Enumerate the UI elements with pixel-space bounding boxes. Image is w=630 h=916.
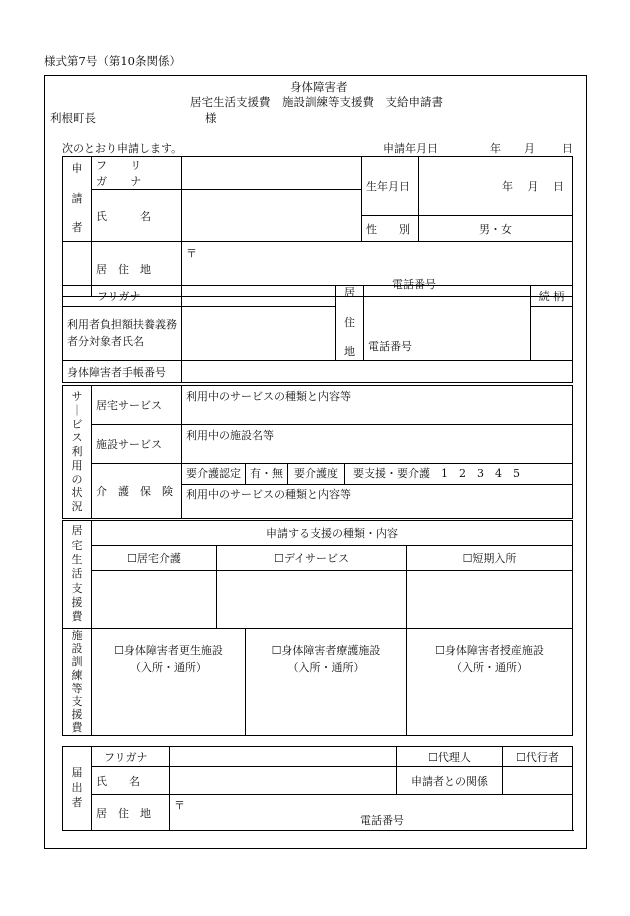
day-service-field[interactable] (217, 571, 407, 629)
facility-service-note: 利用中の施設名等 (186, 429, 274, 442)
application-date-year: 年 (490, 142, 501, 155)
care-insurance-label: 介 護 保 険 (92, 464, 182, 519)
rehab-facility-label: ☐身体障害者更生施設 (114, 644, 223, 657)
home-service-field[interactable] (182, 386, 573, 425)
proxy-checkbox[interactable]: ☐代行者 (503, 747, 573, 767)
sex-label: 性 別 (362, 216, 419, 242)
workshop-facility-option[interactable] (407, 629, 573, 736)
submitter-relation-field[interactable] (503, 767, 573, 795)
nursing-facility-sub: （入所・通所） (287, 660, 365, 674)
submitter-name-field[interactable] (170, 767, 397, 795)
agent-checkbox[interactable]: ☐代理人 (397, 747, 503, 767)
dependent-address-field[interactable] (364, 286, 531, 361)
title-line1: 身体障害者 (290, 80, 348, 94)
relation-label: 続 柄 (531, 286, 573, 307)
dependent-furigana-label: フリガナ (63, 286, 182, 307)
applicant-section-label: 申 請 者 (63, 157, 92, 242)
care-level-options[interactable]: 要支援・要介護 1 2 3 4 5 (353, 467, 520, 480)
nursing-facility-option[interactable] (246, 629, 407, 736)
support-type-header: 申請する支援の種類・内容 (92, 521, 573, 546)
addressee-honorific: 様 (205, 111, 217, 125)
dependent-address-label: 居 住 地 (336, 286, 364, 361)
facility-service-field[interactable] (182, 425, 573, 464)
birth-month: 月 (527, 180, 539, 193)
rehab-facility-sub: （入所・通所） (130, 660, 207, 674)
application-date-day: 日 (562, 142, 573, 155)
intro-text: 次のとおり申請します。 (62, 142, 183, 155)
day-service-option[interactable]: ☐デイサービス (217, 546, 407, 571)
applicant-phone-label: 電話番号 (392, 278, 436, 291)
submitter-phone-label: 電話番号 (360, 814, 404, 827)
care-service-field[interactable] (182, 485, 573, 519)
workshop-facility-sub: （入所・通所） (451, 660, 528, 674)
relation-field[interactable] (531, 306, 573, 360)
applicant-name-field[interactable] (182, 190, 362, 242)
care-service-note: 利用中のサービスの種類と内容等 (186, 488, 351, 501)
dependent-table (62, 285, 573, 383)
handbook-label: 身体障害者手帳番号 (63, 361, 182, 383)
care-cert-row (182, 464, 573, 485)
dependent-name-label: 利用者負担額扶養義務者分対象者氏名 (63, 306, 182, 360)
submitter-relation-label: 申請者との関係 (397, 767, 503, 795)
postal-mark: 〒 (186, 247, 197, 260)
title-line2: 居宅生活支援費 施設訓練等支援費 支給申請書 (190, 95, 443, 109)
application-date-label: 申請年月日 (383, 142, 438, 155)
service-section-label: サ ｜ ビ ス 利 用 の 状 況 (63, 386, 92, 519)
addressee: 利根町長 (50, 111, 96, 125)
home-service-label: 居宅サービス (92, 386, 182, 425)
home-support-section-label: 居 宅 生 活 支 援 費 (63, 521, 92, 629)
service-table (62, 385, 573, 519)
application-date-month: 月 (524, 142, 535, 155)
handbook-field[interactable] (182, 361, 573, 383)
workshop-facility-label: ☐身体障害者授産施設 (435, 644, 544, 657)
applicant-table (62, 156, 573, 297)
dependent-name-field[interactable] (182, 306, 336, 360)
care-cert-label: 要介護認定 (182, 464, 246, 484)
short-stay-option[interactable]: ☐短期入所 (407, 546, 573, 571)
birth-year: 年 (502, 180, 513, 193)
home-care-option[interactable]: ☐居宅介護 (92, 546, 217, 571)
dependent-phone-label: 電話番号 (368, 340, 412, 354)
facility-support-table (62, 628, 573, 736)
submitter-furigana-field[interactable] (170, 747, 397, 767)
care-cert-yesno[interactable]: 有・無 (246, 464, 288, 484)
submitter-section-label: 届 出 者 (63, 747, 92, 831)
nursing-facility-label: ☐身体障害者療護施設 (271, 644, 381, 657)
submitter-address-label: 居 住 地 (92, 795, 170, 831)
home-support-table (62, 520, 573, 629)
submitter-furigana-label: フリガナ (92, 747, 170, 767)
home-care-field[interactable] (92, 571, 217, 629)
sex-value[interactable]: 男・女 (419, 216, 573, 242)
home-service-note: 利用中のサービスの種類と内容等 (186, 390, 351, 403)
applicant-furigana-field[interactable] (182, 157, 362, 190)
applicant-furigana-label: フ リ ガ ナ (92, 157, 182, 190)
applicant-name-label: 氏 名 (92, 190, 182, 242)
care-level-label: 要介護度 (288, 464, 345, 484)
submitter-postal-mark: 〒 (174, 799, 185, 812)
applicant-address-label: 居 住 地 (92, 242, 182, 297)
submitter-address-field[interactable] (170, 795, 573, 831)
rehab-facility-option[interactable] (92, 629, 246, 736)
birth-day: 日 (553, 180, 564, 193)
facility-service-label: 施設サービス (92, 425, 182, 464)
form-number: 様式第7号（第10条関係） (44, 54, 181, 68)
birth-field[interactable] (419, 157, 573, 216)
birth-label: 生年月日 (362, 157, 419, 216)
facility-support-section-label: 施 設 訓 練 等 支 援 費 (63, 629, 92, 736)
dependent-furigana-field[interactable] (182, 286, 336, 307)
short-stay-field[interactable] (407, 571, 573, 629)
submitter-table (62, 746, 573, 831)
submitter-name-label: 氏 名 (92, 767, 170, 795)
